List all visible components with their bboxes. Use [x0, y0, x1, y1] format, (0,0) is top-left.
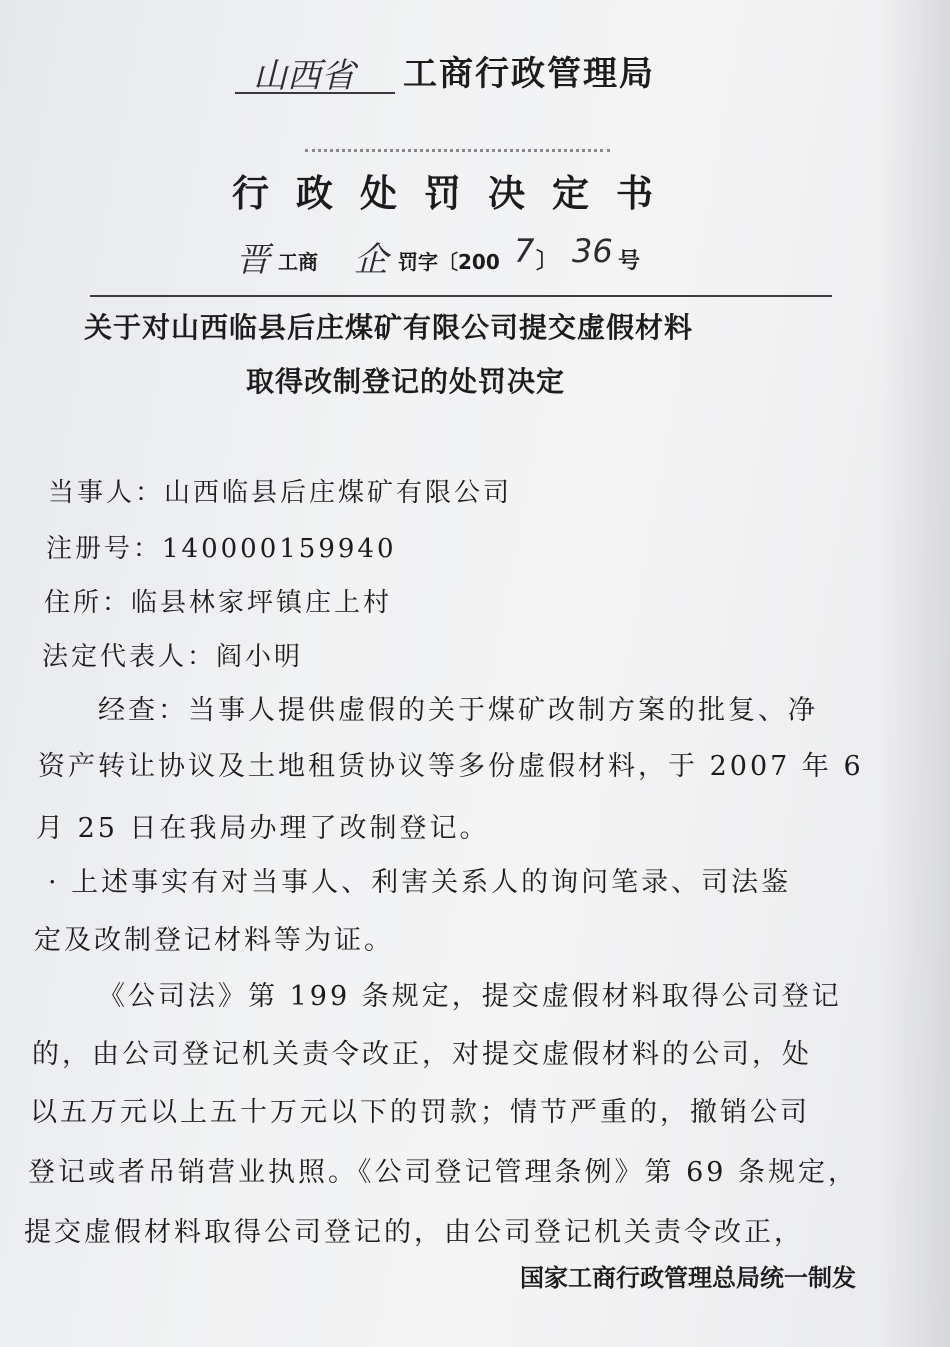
subject-line-1: 关于对山西临县后庄煤矿有限公司提交虚假材料	[84, 311, 694, 344]
body-line: 定及改制登记材料等为证。	[34, 925, 394, 956]
authority-handwritten: 山西省	[253, 56, 355, 96]
subject-line-2: 取得改制登记的处罚决定	[246, 365, 566, 398]
docno-part1: 工商	[278, 250, 318, 274]
docno-year: 7	[514, 232, 535, 270]
docno-middle: 企	[354, 240, 388, 280]
field-legal-rep: 法定代表人：阎小明	[42, 642, 304, 672]
dotted-divider	[305, 149, 610, 152]
field-party: 当事人：山西临县后庄煤矿有限公司	[48, 478, 513, 508]
body-line: 以五万元以上五十万元以下的罚款；情节严重的，撤销公司	[30, 1097, 810, 1128]
document-title: 行政处罚决定书	[232, 171, 680, 215]
authority-printed: 工商行政管理局	[403, 54, 655, 94]
issuing-authority	[235, 42, 695, 98]
docno-suffix: 号	[618, 249, 641, 274]
field-address: 住所：临县林家坪镇庄上村	[44, 588, 393, 618]
docno-number: 36	[572, 232, 613, 270]
docno-bracket: 〕	[536, 249, 559, 274]
body-line: 《公司法》第 199 条规定，提交虚假材料取得公司登记	[98, 981, 842, 1012]
header-rule	[90, 295, 832, 297]
footer-issuer: 国家工商行政管理总局统一制发	[520, 1264, 856, 1292]
body-line: 资产转让协议及土地租赁协议等多份虚假材料，于 2007 年 6	[38, 751, 864, 782]
authority-underline	[235, 92, 395, 94]
body-line: 经查：当事人提供虚假的关于煤矿改制方案的批复、净	[98, 695, 818, 726]
field-reg-no: 注册号：140000159940	[46, 534, 397, 564]
body-line: 的，由公司登记机关责令改正，对提交虚假材料的公司，处	[32, 1039, 812, 1070]
body-line: 月 25 日在我局办理了改制登记。	[36, 813, 490, 844]
docno-part2: 罚字〔200	[398, 250, 500, 274]
body-line: · 上述事实有对当事人、利害关系人的询问笔录、司法鉴	[48, 867, 792, 898]
body-line: 提交虚假材料取得公司登记的，由公司登记机关责令改正，	[24, 1217, 804, 1248]
body-line: 登记或者吊销营业执照。《公司登记管理条例》第 69 条规定，	[28, 1157, 859, 1188]
docno-prefix: 晋	[236, 240, 270, 280]
page-shadow	[880, 0, 950, 1347]
